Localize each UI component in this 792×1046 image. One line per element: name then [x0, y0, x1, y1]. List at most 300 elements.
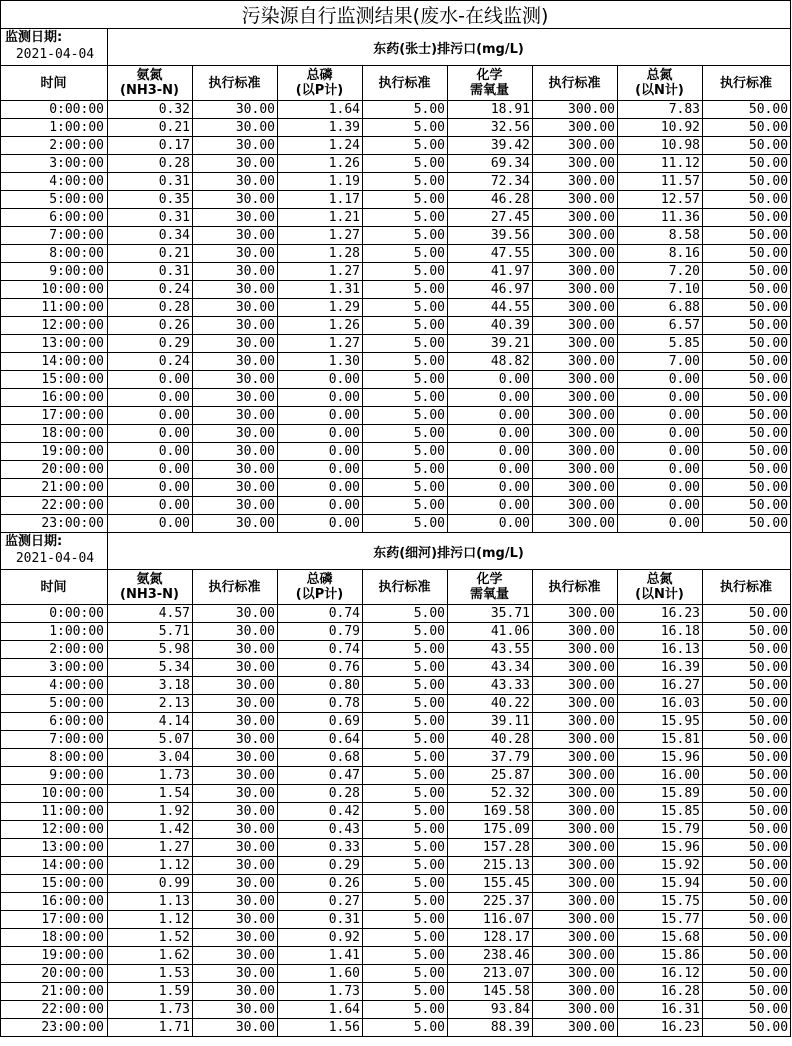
value-cell: 30.00	[193, 155, 278, 173]
value-cell: 5.00	[363, 371, 448, 389]
time-cell: 12:00:00	[1, 317, 108, 335]
value-cell: 155.45	[448, 875, 533, 893]
value-cell: 0.31	[108, 263, 193, 281]
value-cell: 1.56	[278, 1019, 363, 1037]
table-row	[1, 281, 791, 299]
value-cell: 50.00	[703, 479, 791, 497]
value-cell: 30.00	[193, 245, 278, 263]
value-cell: 5.00	[363, 299, 448, 317]
value-cell: 0.79	[278, 623, 363, 641]
value-cell: 50.00	[703, 245, 791, 263]
value-cell: 0.28	[108, 155, 193, 173]
value-cell: 128.17	[448, 929, 533, 947]
value-cell: 0.00	[448, 371, 533, 389]
table-row	[1, 101, 791, 119]
value-cell: 30.00	[193, 209, 278, 227]
value-cell: 0.92	[278, 929, 363, 947]
value-cell: 50.00	[703, 803, 791, 821]
value-cell: 30.00	[193, 353, 278, 371]
value-cell: 5.00	[363, 389, 448, 407]
value-cell: 50.00	[703, 299, 791, 317]
value-cell: 5.00	[363, 839, 448, 857]
value-cell: 50.00	[703, 767, 791, 785]
table-row	[1, 929, 791, 947]
value-cell: 0.64	[278, 731, 363, 749]
time-cell: 6:00:00	[1, 713, 108, 731]
value-cell: 300.00	[533, 245, 618, 263]
value-cell: 0.24	[108, 353, 193, 371]
table-row	[1, 1019, 791, 1037]
value-cell: 300.00	[533, 335, 618, 353]
value-cell: 300.00	[533, 371, 618, 389]
column-header: 氨氮 (NH3-N)	[108, 570, 193, 605]
value-cell: 5.71	[108, 623, 193, 641]
value-cell: 1.27	[278, 335, 363, 353]
table-row	[1, 173, 791, 191]
value-cell: 0.78	[278, 695, 363, 713]
value-cell: 41.97	[448, 263, 533, 281]
value-cell: 0.21	[108, 119, 193, 137]
time-cell: 3:00:00	[1, 155, 108, 173]
value-cell: 3.04	[108, 749, 193, 767]
table-row	[1, 839, 791, 857]
value-cell: 50.00	[703, 983, 791, 1001]
value-cell: 300.00	[533, 857, 618, 875]
value-cell: 5.00	[363, 263, 448, 281]
value-cell: 0.00	[108, 515, 193, 533]
value-cell: 50.00	[703, 893, 791, 911]
value-cell: 16.13	[618, 641, 703, 659]
value-cell: 0.34	[108, 227, 193, 245]
value-cell: 40.22	[448, 695, 533, 713]
time-cell: 10:00:00	[1, 785, 108, 803]
value-cell: 30.00	[193, 317, 278, 335]
value-cell: 5.00	[363, 641, 448, 659]
value-cell: 0.00	[278, 407, 363, 425]
table-row	[1, 461, 791, 479]
value-cell: 0.00	[278, 461, 363, 479]
value-cell: 1.73	[278, 983, 363, 1001]
time-cell: 22:00:00	[1, 1001, 108, 1019]
value-cell: 50.00	[703, 281, 791, 299]
time-cell: 12:00:00	[1, 821, 108, 839]
time-cell: 17:00:00	[1, 407, 108, 425]
value-cell: 0.29	[108, 335, 193, 353]
time-cell: 17:00:00	[1, 911, 108, 929]
value-cell: 5.00	[363, 443, 448, 461]
value-cell: 0.17	[108, 137, 193, 155]
table-row	[1, 749, 791, 767]
value-cell: 69.34	[448, 155, 533, 173]
value-cell: 0.00	[278, 515, 363, 533]
value-cell: 15.92	[618, 857, 703, 875]
time-cell: 13:00:00	[1, 839, 108, 857]
value-cell: 1.31	[278, 281, 363, 299]
time-cell: 7:00:00	[1, 731, 108, 749]
time-cell: 5:00:00	[1, 191, 108, 209]
time-cell: 10:00:00	[1, 281, 108, 299]
value-cell: 50.00	[703, 1019, 791, 1037]
value-cell: 50.00	[703, 461, 791, 479]
table-row	[1, 875, 791, 893]
value-cell: 225.37	[448, 893, 533, 911]
value-cell: 72.34	[448, 173, 533, 191]
value-cell: 30.00	[193, 785, 278, 803]
value-cell: 0.26	[108, 317, 193, 335]
value-cell: 30.00	[193, 713, 278, 731]
value-cell: 16.27	[618, 677, 703, 695]
time-cell: 8:00:00	[1, 749, 108, 767]
value-cell: 1.19	[278, 173, 363, 191]
value-cell: 50.00	[703, 695, 791, 713]
value-cell: 1.59	[108, 983, 193, 1001]
value-cell: 5.00	[363, 461, 448, 479]
value-cell: 30.00	[193, 191, 278, 209]
column-header: 化学 需氧量	[448, 570, 533, 605]
value-cell: 1.41	[278, 947, 363, 965]
value-cell: 0.00	[618, 425, 703, 443]
value-cell: 50.00	[703, 731, 791, 749]
value-cell: 15.94	[618, 875, 703, 893]
value-cell: 50.00	[703, 155, 791, 173]
value-cell: 5.00	[363, 353, 448, 371]
value-cell: 5.00	[363, 155, 448, 173]
column-header: 执行标准	[533, 570, 618, 605]
column-header-row	[1, 66, 791, 101]
value-cell: 300.00	[533, 785, 618, 803]
value-cell: 12.57	[618, 191, 703, 209]
value-cell: 32.56	[448, 119, 533, 137]
value-cell: 1.92	[108, 803, 193, 821]
value-cell: 16.00	[618, 767, 703, 785]
time-cell: 11:00:00	[1, 299, 108, 317]
value-cell: 0.00	[108, 479, 193, 497]
value-cell: 300.00	[533, 425, 618, 443]
table-row	[1, 353, 791, 371]
value-cell: 50.00	[703, 209, 791, 227]
value-cell: 300.00	[533, 191, 618, 209]
value-cell: 39.56	[448, 227, 533, 245]
column-header-row	[1, 570, 791, 605]
value-cell: 1.29	[278, 299, 363, 317]
table-row	[1, 731, 791, 749]
value-cell: 16.23	[618, 1019, 703, 1037]
time-cell: 9:00:00	[1, 263, 108, 281]
value-cell: 30.00	[193, 101, 278, 119]
value-cell: 44.55	[448, 299, 533, 317]
value-cell: 300.00	[533, 695, 618, 713]
value-cell: 238.46	[448, 947, 533, 965]
time-cell: 13:00:00	[1, 335, 108, 353]
value-cell: 50.00	[703, 443, 791, 461]
value-cell: 0.43	[278, 821, 363, 839]
table-row	[1, 515, 791, 533]
column-header: 执行标准	[193, 570, 278, 605]
value-cell: 50.00	[703, 371, 791, 389]
value-cell: 0.47	[278, 767, 363, 785]
value-cell: 18.91	[448, 101, 533, 119]
value-cell: 50.00	[703, 335, 791, 353]
value-cell: 50.00	[703, 965, 791, 983]
table-row	[1, 317, 791, 335]
value-cell: 40.28	[448, 731, 533, 749]
value-cell: 300.00	[533, 893, 618, 911]
value-cell: 300.00	[533, 443, 618, 461]
value-cell: 300.00	[533, 407, 618, 425]
table-row	[1, 389, 791, 407]
table-row	[1, 893, 791, 911]
value-cell: 1.26	[278, 155, 363, 173]
value-cell: 50.00	[703, 821, 791, 839]
value-cell: 300.00	[533, 227, 618, 245]
value-cell: 0.27	[278, 893, 363, 911]
value-cell: 5.00	[363, 947, 448, 965]
value-cell: 30.00	[193, 461, 278, 479]
value-cell: 300.00	[533, 605, 618, 623]
value-cell: 5.00	[363, 1019, 448, 1037]
time-cell: 22:00:00	[1, 497, 108, 515]
value-cell: 1.71	[108, 1019, 193, 1037]
value-cell: 300.00	[533, 353, 618, 371]
value-cell: 50.00	[703, 839, 791, 857]
value-cell: 0.00	[618, 407, 703, 425]
table-row	[1, 821, 791, 839]
value-cell: 0.24	[108, 281, 193, 299]
time-cell: 19:00:00	[1, 947, 108, 965]
value-cell: 0.00	[448, 479, 533, 497]
value-cell: 0.28	[108, 299, 193, 317]
value-cell: 215.13	[448, 857, 533, 875]
value-cell: 0.00	[448, 425, 533, 443]
time-cell: 20:00:00	[1, 965, 108, 983]
table-row	[1, 299, 791, 317]
value-cell: 300.00	[533, 497, 618, 515]
value-cell: 0.00	[278, 389, 363, 407]
value-cell: 1.64	[278, 101, 363, 119]
value-cell: 6.57	[618, 317, 703, 335]
value-cell: 16.18	[618, 623, 703, 641]
table-row	[1, 605, 791, 623]
value-cell: 1.28	[278, 245, 363, 263]
table-row	[1, 857, 791, 875]
table-row	[1, 335, 791, 353]
value-cell: 30.00	[193, 929, 278, 947]
value-cell: 5.07	[108, 731, 193, 749]
value-cell: 30.00	[193, 479, 278, 497]
value-cell: 15.75	[618, 893, 703, 911]
value-cell: 5.00	[363, 227, 448, 245]
value-cell: 50.00	[703, 353, 791, 371]
value-cell: 50.00	[703, 623, 791, 641]
value-cell: 0.29	[278, 857, 363, 875]
value-cell: 5.00	[363, 1001, 448, 1019]
value-cell: 50.00	[703, 659, 791, 677]
value-cell: 300.00	[533, 839, 618, 857]
value-cell: 50.00	[703, 641, 791, 659]
value-cell: 0.00	[278, 371, 363, 389]
time-cell: 2:00:00	[1, 641, 108, 659]
value-cell: 300.00	[533, 209, 618, 227]
table-row	[1, 785, 791, 803]
table-row	[1, 191, 791, 209]
table-row	[1, 659, 791, 677]
value-cell: 30.00	[193, 281, 278, 299]
value-cell: 93.84	[448, 1001, 533, 1019]
value-cell: 5.00	[363, 749, 448, 767]
value-cell: 7.83	[618, 101, 703, 119]
value-cell: 50.00	[703, 263, 791, 281]
value-cell: 15.81	[618, 731, 703, 749]
value-cell: 300.00	[533, 767, 618, 785]
table-row	[1, 623, 791, 641]
value-cell: 1.12	[108, 911, 193, 929]
value-cell: 5.00	[363, 893, 448, 911]
value-cell: 50.00	[703, 749, 791, 767]
column-header: 总磷 (以P计)	[278, 66, 363, 101]
value-cell: 11.36	[618, 209, 703, 227]
value-cell: 0.00	[108, 497, 193, 515]
value-cell: 15.96	[618, 839, 703, 857]
value-cell: 50.00	[703, 119, 791, 137]
value-cell: 1.73	[108, 767, 193, 785]
value-cell: 30.00	[193, 137, 278, 155]
table-row	[1, 227, 791, 245]
value-cell: 50.00	[703, 911, 791, 929]
time-cell: 6:00:00	[1, 209, 108, 227]
value-cell: 300.00	[533, 659, 618, 677]
value-cell: 8.16	[618, 245, 703, 263]
value-cell: 5.00	[363, 857, 448, 875]
value-cell: 5.00	[363, 929, 448, 947]
value-cell: 1.73	[108, 1001, 193, 1019]
value-cell: 1.26	[278, 317, 363, 335]
value-cell: 15.96	[618, 749, 703, 767]
column-header: 执行标准	[703, 570, 791, 605]
value-cell: 300.00	[533, 155, 618, 173]
table-row	[1, 965, 791, 983]
monitoring-date-label: 监测日期:	[5, 30, 63, 45]
value-cell: 5.00	[363, 803, 448, 821]
value-cell: 30.00	[193, 821, 278, 839]
time-cell: 4:00:00	[1, 677, 108, 695]
time-cell: 11:00:00	[1, 803, 108, 821]
value-cell: 39.11	[448, 713, 533, 731]
time-cell: 0:00:00	[1, 605, 108, 623]
value-cell: 50.00	[703, 317, 791, 335]
table-row	[1, 155, 791, 173]
value-cell: 1.60	[278, 965, 363, 983]
table-row	[1, 695, 791, 713]
value-cell: 50.00	[703, 677, 791, 695]
value-cell: 52.32	[448, 785, 533, 803]
value-cell: 5.00	[363, 245, 448, 263]
time-cell: 14:00:00	[1, 353, 108, 371]
value-cell: 0.99	[108, 875, 193, 893]
value-cell: 5.00	[363, 875, 448, 893]
value-cell: 300.00	[533, 911, 618, 929]
value-cell: 300.00	[533, 803, 618, 821]
value-cell: 88.39	[448, 1019, 533, 1037]
value-cell: 16.39	[618, 659, 703, 677]
value-cell: 5.00	[363, 425, 448, 443]
value-cell: 0.31	[108, 209, 193, 227]
value-cell: 300.00	[533, 641, 618, 659]
value-cell: 16.12	[618, 965, 703, 983]
value-cell: 0.00	[618, 443, 703, 461]
time-cell: 15:00:00	[1, 371, 108, 389]
value-cell: 300.00	[533, 479, 618, 497]
value-cell: 300.00	[533, 263, 618, 281]
value-cell: 43.55	[448, 641, 533, 659]
value-cell: 0.00	[108, 443, 193, 461]
value-cell: 50.00	[703, 101, 791, 119]
table-row	[1, 947, 791, 965]
time-cell: 16:00:00	[1, 893, 108, 911]
value-cell: 0.00	[278, 443, 363, 461]
value-cell: 30.00	[193, 605, 278, 623]
value-cell: 0.00	[448, 461, 533, 479]
value-cell: 30.00	[193, 335, 278, 353]
value-cell: 0.00	[618, 371, 703, 389]
value-cell: 0.76	[278, 659, 363, 677]
value-cell: 4.57	[108, 605, 193, 623]
value-cell: 1.27	[278, 263, 363, 281]
value-cell: 5.00	[363, 317, 448, 335]
value-cell: 0.00	[618, 389, 703, 407]
value-cell: 5.00	[363, 965, 448, 983]
column-header: 执行标准	[533, 66, 618, 101]
value-cell: 300.00	[533, 875, 618, 893]
value-cell: 300.00	[533, 389, 618, 407]
value-cell: 30.00	[193, 731, 278, 749]
table-row	[1, 767, 791, 785]
value-cell: 8.58	[618, 227, 703, 245]
value-cell: 5.00	[363, 137, 448, 155]
outlet-name: 东药(细河)排污口(mg/L)	[108, 533, 791, 570]
value-cell: 50.00	[703, 515, 791, 533]
column-header: 化学 需氧量	[448, 66, 533, 101]
time-cell: 3:00:00	[1, 659, 108, 677]
time-cell: 20:00:00	[1, 461, 108, 479]
value-cell: 1.17	[278, 191, 363, 209]
value-cell: 5.00	[363, 407, 448, 425]
value-cell: 15.68	[618, 929, 703, 947]
value-cell: 5.00	[363, 515, 448, 533]
value-cell: 50.00	[703, 425, 791, 443]
value-cell: 0.31	[108, 173, 193, 191]
value-cell: 0.69	[278, 713, 363, 731]
value-cell: 50.00	[703, 605, 791, 623]
value-cell: 4.14	[108, 713, 193, 731]
value-cell: 16.23	[618, 605, 703, 623]
table-row	[1, 443, 791, 461]
value-cell: 300.00	[533, 677, 618, 695]
time-cell: 7:00:00	[1, 227, 108, 245]
value-cell: 43.34	[448, 659, 533, 677]
time-cell: 1:00:00	[1, 623, 108, 641]
value-cell: 5.00	[363, 821, 448, 839]
value-cell: 35.71	[448, 605, 533, 623]
value-cell: 50.00	[703, 497, 791, 515]
value-cell: 50.00	[703, 407, 791, 425]
value-cell: 0.00	[448, 389, 533, 407]
value-cell: 5.00	[363, 479, 448, 497]
time-cell: 18:00:00	[1, 929, 108, 947]
value-cell: 0.00	[108, 389, 193, 407]
value-cell: 30.00	[193, 371, 278, 389]
value-cell: 1.64	[278, 1001, 363, 1019]
column-header: 时间	[1, 66, 108, 101]
